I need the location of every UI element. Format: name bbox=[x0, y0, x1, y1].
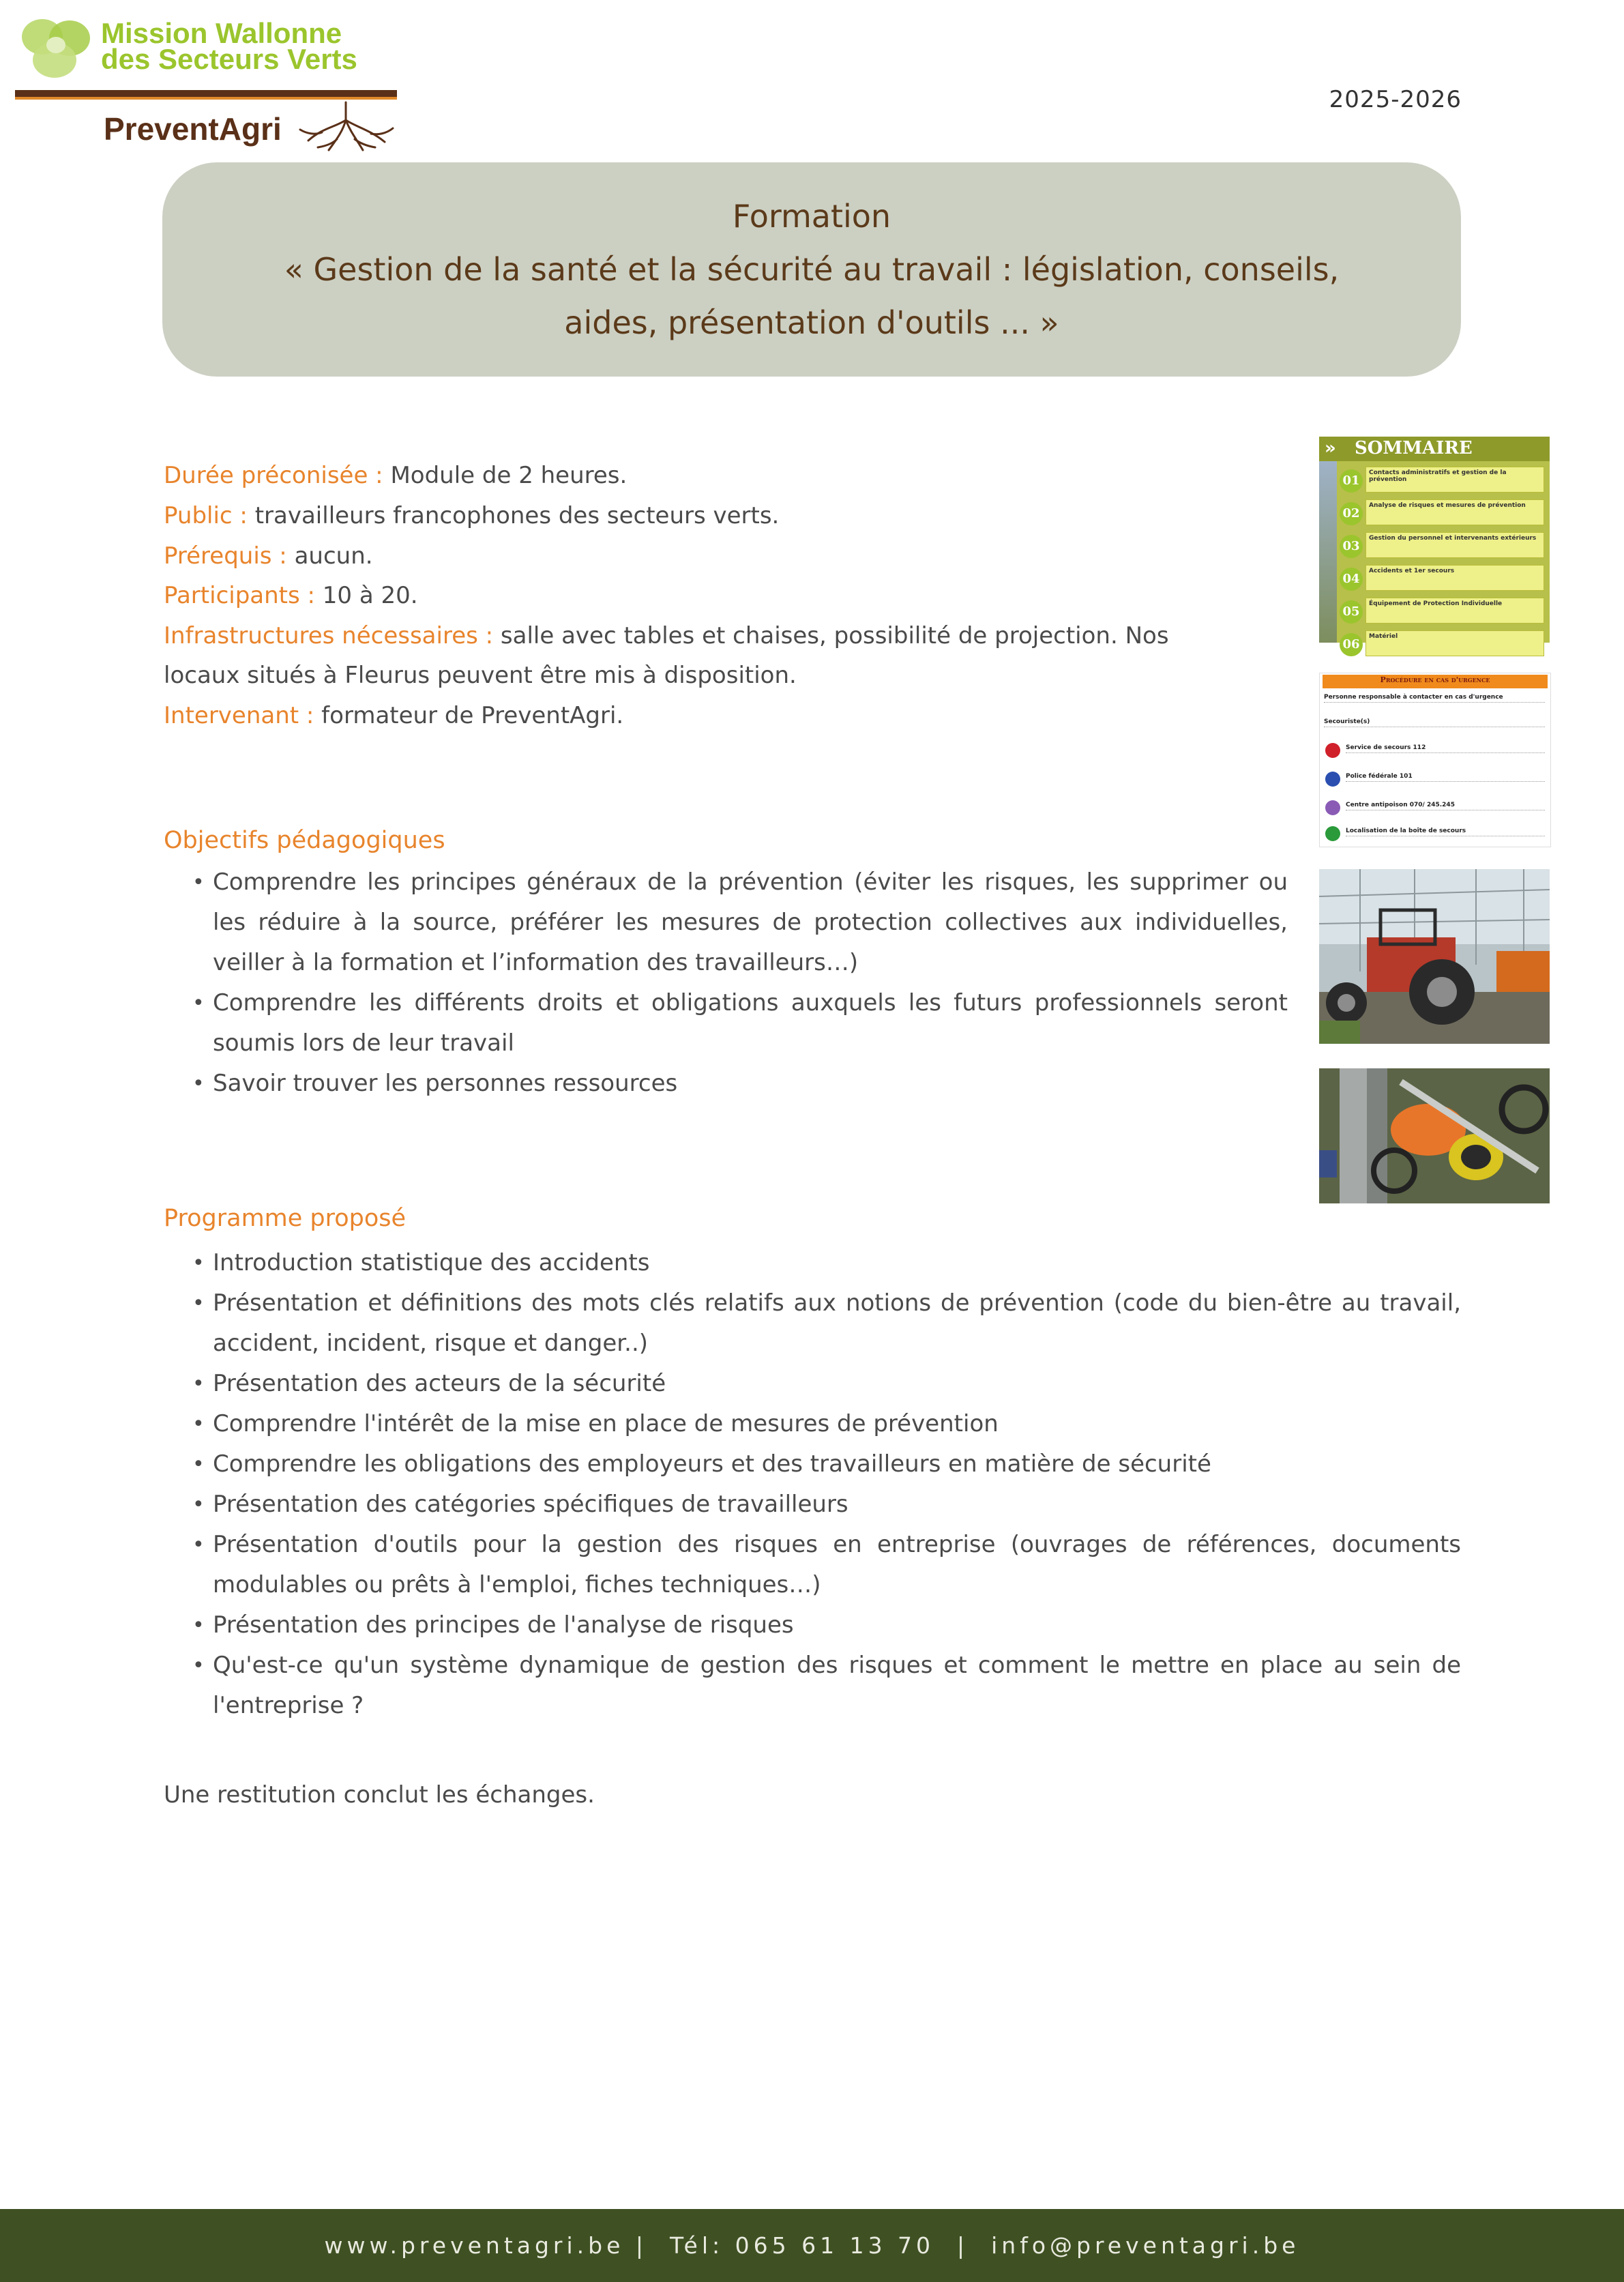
sommaire-number: 04 bbox=[1340, 568, 1363, 591]
sommaire-number: 01 bbox=[1340, 469, 1363, 493]
procedure-row-icon bbox=[1325, 772, 1340, 787]
sommaire-item: Contacts administratifs et gestion de la prévention bbox=[1365, 467, 1544, 493]
procedure-row: Secouriste(s) bbox=[1324, 718, 1545, 727]
info-infrastructures-cont: locaux situés à Fleurus peuvent être mis à disposition. bbox=[164, 662, 797, 689]
info-intervenant-value: formateur de PreventAgri. bbox=[314, 702, 624, 729]
title-line-3: aides, présentation d'outils ... » bbox=[564, 304, 1059, 341]
procedure-row: Police fédérale 101 bbox=[1346, 773, 1545, 782]
programme-heading: Programme proposé bbox=[164, 1205, 407, 1232]
procedure-thumbnail bbox=[1319, 673, 1551, 847]
procedure-row-icon bbox=[1325, 826, 1340, 841]
sommaire-item: Équipement de Protection Individuelle bbox=[1365, 598, 1544, 624]
info-duree bbox=[164, 456, 627, 495]
sommaire-thumbnail: SOMMAIRE » 01 Contacts administratifs et gestion de la prévention 02 Analyse de risques et mesures de prévention 03 Gestion du personnel et intervenants extérieurs 04 Accidents et 1er secours 05 Équipement de Protection Individuelle 06 Matériel bbox=[1319, 437, 1550, 643]
closing-sentence: Une restitution conclut les échanges. bbox=[164, 1781, 595, 1809]
info-participants-label: Participants : bbox=[164, 582, 315, 609]
sommaire-number: 06 bbox=[1340, 633, 1363, 656]
title-line-2: « Gestion de la santé et la sécurité au travail : législation, conseils, bbox=[284, 251, 1340, 288]
list-item: • Qu'est-ce qu'un système dynamique de gestion des risques et comment le mettre en place au sein de l'entreprise ? bbox=[164, 1645, 1461, 1726]
info-public bbox=[164, 496, 779, 536]
sommaire-number: 03 bbox=[1340, 535, 1363, 558]
info-prerequis-label: Prérequis : bbox=[164, 542, 287, 570]
procedure-row-icon bbox=[1325, 800, 1340, 815]
title-line-1: Formation bbox=[732, 198, 891, 235]
title-banner bbox=[162, 162, 1461, 377]
procedure-row: Personne responsable à contacter en cas d'urgence bbox=[1324, 694, 1545, 703]
list-item: • Comprendre l'intérêt de la mise en place de mesures de prévention bbox=[164, 1404, 1461, 1444]
info-infra-value: salle avec tables et chaises, possibilité de projection. Nos bbox=[493, 622, 1169, 649]
list-item: • Présentation des catégories spécifiques de travailleurs bbox=[164, 1484, 1461, 1525]
info-public-label: Public : bbox=[164, 502, 248, 529]
info-prerequis bbox=[164, 536, 373, 576]
sommaire-row bbox=[1340, 499, 1546, 527]
safety-equipment-photo bbox=[1319, 1068, 1550, 1203]
list-item: • Introduction statistique des accidents bbox=[164, 1243, 1461, 1283]
list-item: • Présentation des acteurs de la sécurité bbox=[164, 1364, 1461, 1404]
objectifs-list bbox=[164, 862, 1288, 1104]
info-intervenant bbox=[164, 696, 623, 735]
objectifs-heading: Objectifs pédagogiques bbox=[164, 827, 445, 854]
logo-subtitle: PreventAgri bbox=[104, 111, 282, 147]
list-item: • Comprendre les principes généraux de la prévention (éviter les risques, les supprimer ou les réduire à la source, préférer les mesures de protection collectives aux individuelles, veiller à la formation et l’information des travailleurs…) bbox=[164, 862, 1288, 983]
procedure-row-icon bbox=[1325, 743, 1340, 758]
programme-list bbox=[164, 1243, 1461, 1726]
footer-contact: www.preventagri.be | Tél: 065 61 13 70 | info@preventagri.be bbox=[0, 2209, 1624, 2282]
list-item: • Comprendre les différents droits et obligations auxquels les futurs professionnels seront soumis lors de leur travail bbox=[164, 983, 1288, 1064]
info-prerequis-value: aucun. bbox=[286, 542, 373, 570]
procedure-row: Service de secours 112 bbox=[1346, 744, 1545, 753]
sommaire-row bbox=[1340, 630, 1546, 658]
list-item: • Comprendre les obligations des employeurs et des travailleurs en matière de sécurité bbox=[164, 1444, 1461, 1484]
mwsv-logo bbox=[15, 10, 397, 153]
sommaire-number: 05 bbox=[1340, 600, 1363, 624]
sommaire-item: Matériel bbox=[1365, 630, 1544, 656]
tree-roots-icon bbox=[295, 100, 397, 153]
clover-icon bbox=[15, 11, 97, 86]
sommaire-row bbox=[1340, 598, 1546, 625]
procedure-title: Procédure en cas d'urgence bbox=[1380, 675, 1490, 684]
info-infrastructures bbox=[164, 616, 1169, 656]
sommaire-title: SOMMAIRE bbox=[1355, 438, 1473, 458]
info-intervenant-label: Intervenant : bbox=[164, 702, 314, 729]
procedure-row: Localisation de la boîte de secours bbox=[1346, 828, 1545, 836]
sommaire-row bbox=[1340, 565, 1546, 592]
info-duree-label: Durée préconisée : bbox=[164, 462, 383, 489]
sommaire-row bbox=[1340, 467, 1546, 494]
info-participants-value: 10 à 20. bbox=[314, 582, 418, 609]
school-year: 2025-2026 bbox=[1329, 86, 1462, 113]
logo-title-line1: Mission Wallonne bbox=[101, 17, 342, 49]
info-duree-value: Module de 2 heures. bbox=[383, 462, 628, 489]
logo-title-line2: des Secteurs Verts bbox=[101, 43, 357, 75]
list-item: • Présentation d'outils pour la gestion des risques en entreprise (ouvrages de références, documents modulables ou prêts à l'emploi, fiches techniques…) bbox=[164, 1525, 1461, 1605]
list-item: • Savoir trouver les personnes ressources bbox=[164, 1064, 1288, 1104]
procedure-row: Centre antipoison 070/ 245.245 bbox=[1346, 802, 1545, 810]
sommaire-item: Gestion du personnel et intervenants extérieurs bbox=[1365, 532, 1544, 558]
sommaire-item: Analyse de risques et mesures de prévention bbox=[1365, 499, 1544, 525]
sommaire-number: 02 bbox=[1340, 502, 1363, 525]
list-item: • Présentation des principes de l'analyse de risques bbox=[164, 1605, 1461, 1645]
tractor-photo bbox=[1319, 869, 1550, 1044]
info-participants bbox=[164, 576, 418, 615]
sommaire-row bbox=[1340, 532, 1546, 559]
logo-divider bbox=[15, 90, 397, 97]
info-infra-label: Infrastructures nécessaires : bbox=[164, 622, 494, 649]
info-public-value: travailleurs francophones des secteurs verts. bbox=[247, 502, 780, 529]
list-item: • Présentation et définitions des mots clés relatifs aux notions de prévention (code du bien-être au travail, accident, incident, risque et danger..) bbox=[164, 1283, 1461, 1364]
sommaire-item: Accidents et 1er secours bbox=[1365, 565, 1544, 591]
